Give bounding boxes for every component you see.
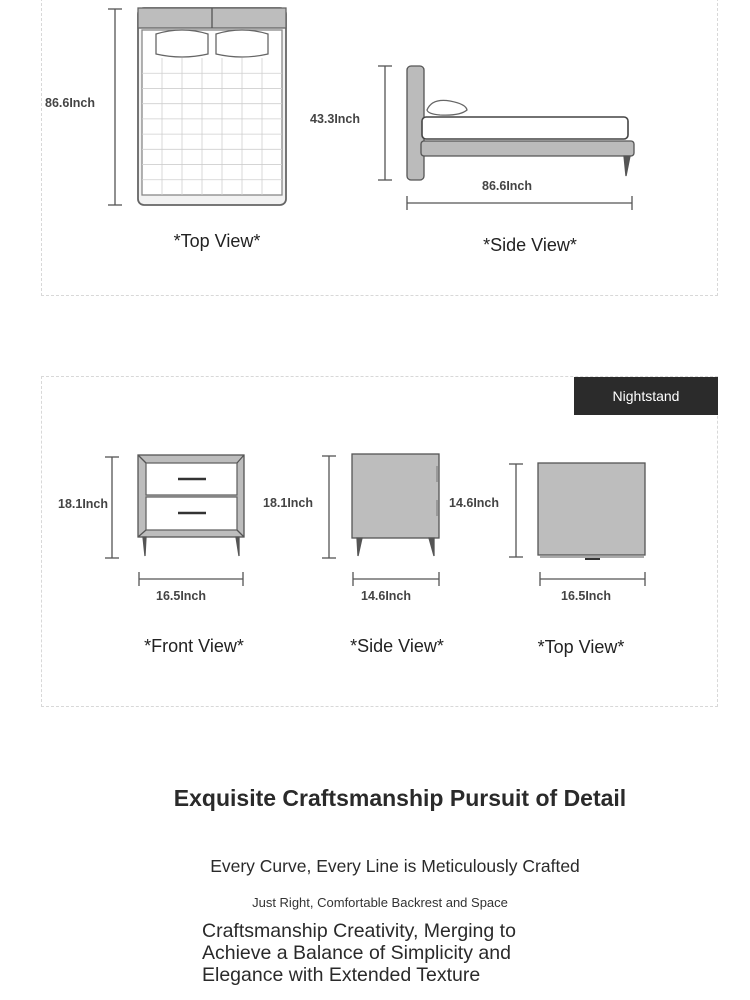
nightstand-top-width-label: 16.5Inch — [561, 589, 612, 603]
nightstand-top-view-caption: *Top View* — [537, 637, 625, 657]
bed-length-dimension-line — [108, 9, 122, 205]
nightstand-front-view-drawing — [138, 455, 244, 556]
nightstand-top-depth-line — [509, 464, 523, 557]
bed-top-view-caption: *Top View* — [173, 231, 261, 251]
nightstand-side-height-label: 18.1Inch — [263, 496, 314, 510]
nightstand-top-view-drawing — [538, 463, 645, 559]
nightstand-front-view-caption: *Front View* — [144, 636, 244, 656]
bed-side-view-drawing — [407, 66, 634, 180]
craft-caption: Just Right, Comfortable Backrest and Space — [252, 895, 508, 910]
nightstand-top-width-line — [540, 572, 645, 586]
nightstand-front-width-line — [139, 572, 243, 586]
bed-side-length-label: 86.6Inch — [482, 179, 533, 193]
bed-side-view-caption: *Side View* — [483, 235, 577, 255]
nightstand-top-depth-label: 14.6Inch — [449, 496, 500, 510]
bed-side-length-dimension-line — [407, 196, 632, 210]
bed-height-dimension-line — [378, 66, 392, 180]
nightstand-side-depth-line — [353, 572, 439, 586]
bed-height-label: 43.3Inch — [310, 112, 361, 126]
nightstand-side-height-line — [322, 456, 336, 558]
nightstand-tag: Nightstand — [574, 377, 718, 415]
nightstand-side-view-caption: *Side View* — [350, 636, 444, 656]
bed-top-view-drawing — [138, 8, 286, 205]
nightstand-front-height-label: 18.1Inch — [58, 497, 109, 511]
nightstand-side-depth-label: 14.6Inch — [361, 589, 412, 603]
nightstand-side-view-drawing — [352, 454, 439, 556]
craft-heading: Exquisite Craftsmanship Pursuit of Detail — [173, 785, 627, 811]
craft-subheading: Every Curve, Every Line is Meticulously Crafted — [210, 856, 580, 876]
nightstand-front-width-label: 16.5Inch — [156, 589, 207, 603]
craft-paragraph: Craftsmanship Creativity, Merging to Achieve a Balance of Simplicity and Elegance with Extended Texture — [202, 920, 516, 986]
bed-length-label: 86.6Inch — [45, 96, 96, 110]
